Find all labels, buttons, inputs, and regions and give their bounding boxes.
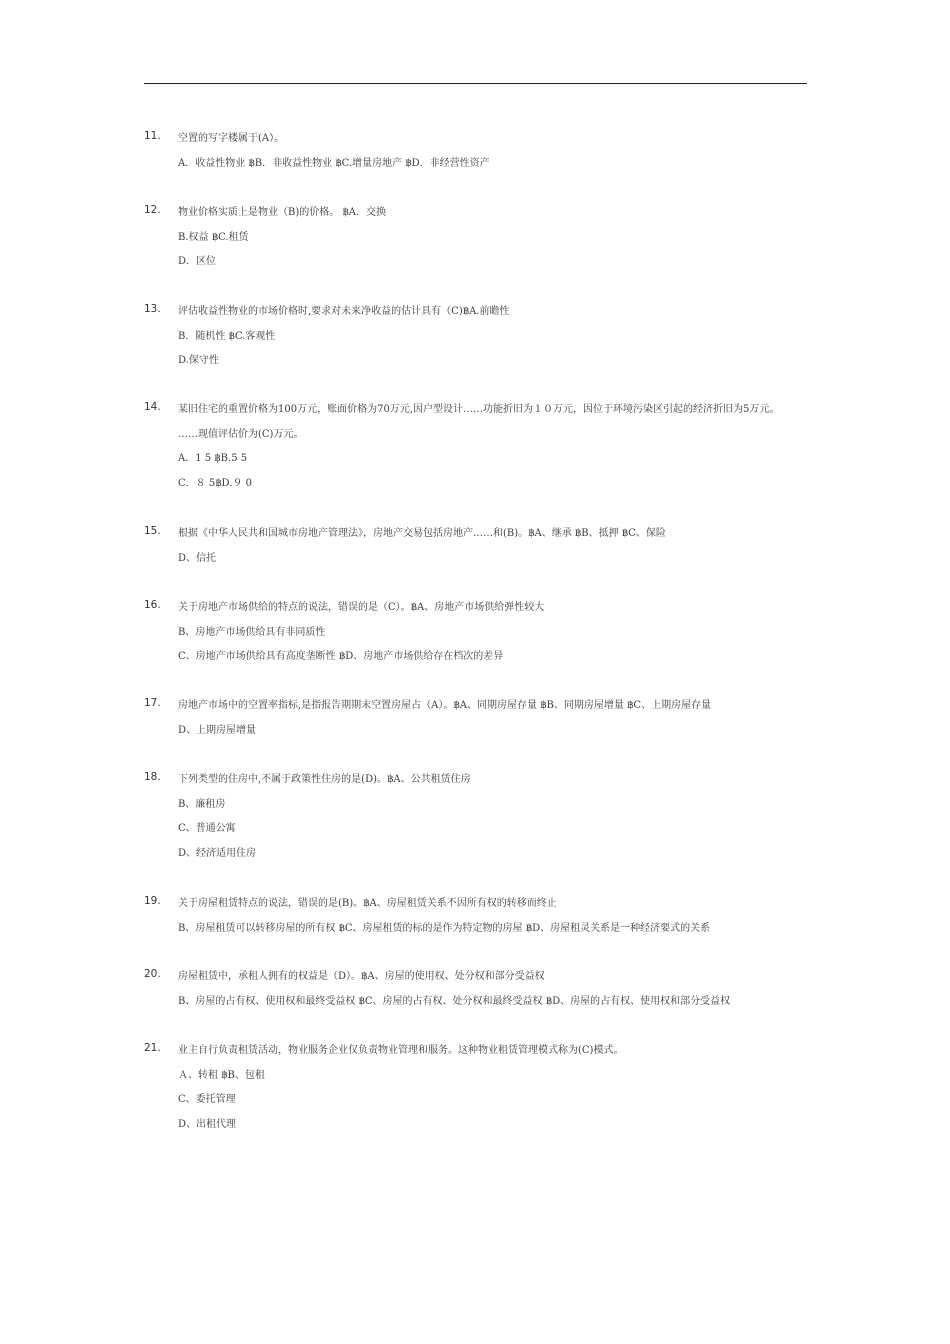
question-option: D、出租代理 xyxy=(178,1119,237,1131)
question-option: ……现值评估价为(C)万元。 xyxy=(178,428,304,440)
question-option: C．８ 5฿D.９ 0 xyxy=(178,478,252,490)
question-option: D、上期房屋增量 xyxy=(178,724,257,736)
question-text: 某旧住宅的重置价格为100万元，账面价格为70万元,因户型设计……功能折旧为１０万元，因位于环境污染区引起的经济折旧为5万元。 xyxy=(178,404,780,415)
question-number: 16. xyxy=(144,599,161,611)
question-text: 业主自行负责租赁活动，物业服务企业仅负责物业管理和服务。这种物业租赁管理模式称为(C)模式。 xyxy=(178,1045,624,1056)
question-text: 根据《中华人民共和国城市房地产管理法》，房地产交易包括房地产……和(B)。฿A、继承 ฿B、抵押 ฿C、保险 xyxy=(178,528,666,539)
question-text: 空置的写字楼属于(A）。 xyxy=(178,133,285,144)
question-number: 14. xyxy=(144,401,161,413)
header-rule xyxy=(144,83,807,84)
question-text: 关于房屋租赁特点的说法，错误的是(B)。฿A、房屋租赁关系不因所有权的转移而终止 xyxy=(178,898,557,909)
question-option: Ａ、转租 ฿B、包租 xyxy=(178,1069,265,1081)
question-number: 19. xyxy=(144,895,161,907)
question-number: 17. xyxy=(144,697,161,709)
question-text: 房地产市场中的空置率指标,是指报告期期末空置房屋占（A）。฿A、同期房屋存量 ฿B、同期房屋增量 ฿C、上期房屋存量 xyxy=(178,700,712,711)
question-option: D、经济适用住房 xyxy=(178,848,257,860)
question-number: 21. xyxy=(144,1042,161,1054)
question-number: 20. xyxy=(144,968,161,980)
question-option: A．1 5 ฿B.5 5 xyxy=(178,453,248,465)
question-option: D．区位 xyxy=(178,256,217,268)
question-number: 11. xyxy=(144,130,161,142)
question-number: 18. xyxy=(144,771,161,783)
question-option: C、委托管理 xyxy=(178,1094,236,1106)
question-text: 房屋租赁中，承租人拥有的权益是（D）。฿A、房屋的使用权、处分权和部分受益权 xyxy=(178,971,545,982)
question-text: 物业价格实质上是物业（B)的价格。 ฿A．交换 xyxy=(178,207,387,218)
question-option: C、普通公寓 xyxy=(178,823,236,835)
question-text: 关于房地产市场供给的特点的说法，错误的是（C）。฿A、房地产市场供给弹性较大 xyxy=(178,602,545,613)
question-number: 12. xyxy=(144,204,161,216)
question-option: B、房屋的占有权、使用权和最终受益权 ฿C、房屋的占有权、处分权和最终受益权 ฿D、房屋的占有权、使用权和部分受益权 xyxy=(178,995,731,1007)
question-text: 评估收益性物业的市场价格时,要求对未来净收益的估计具有（C)฿A.前瞻性 xyxy=(178,306,510,317)
question-number: 15. xyxy=(144,525,161,537)
question-option: B．随机性 ฿C.客观性 xyxy=(178,330,276,342)
question-text: 下列类型的住房中,不属于政策性住房的是(D)。฿A、公共租赁住房 xyxy=(178,774,471,785)
question-number: 13. xyxy=(144,303,161,315)
question-option: D.保守性 xyxy=(178,355,219,367)
question-option: B、房屋租赁可以转移房屋的所有权 ฿C、房屋租赁的标的是作为特定物的房屋 ฿D、房屋租灵关系是一种经济要式的关系 xyxy=(178,922,711,934)
question-option: A．收益性物业 ฿B．非收益性物业 ฿C.增量房地产 ฿D．非经营性资产 xyxy=(178,157,490,169)
question-option: B、廉租房 xyxy=(178,798,226,810)
question-option: D、信托 xyxy=(178,552,217,564)
question-option: B.权益 ฿C.租赁 xyxy=(178,231,249,243)
question-option: B、房地产市场供给具有非同质性 xyxy=(178,626,326,638)
question-option: C、房地产市场供给具有高度垄断性 ฿D、房地产市场供给存在档次的差异 xyxy=(178,651,504,663)
